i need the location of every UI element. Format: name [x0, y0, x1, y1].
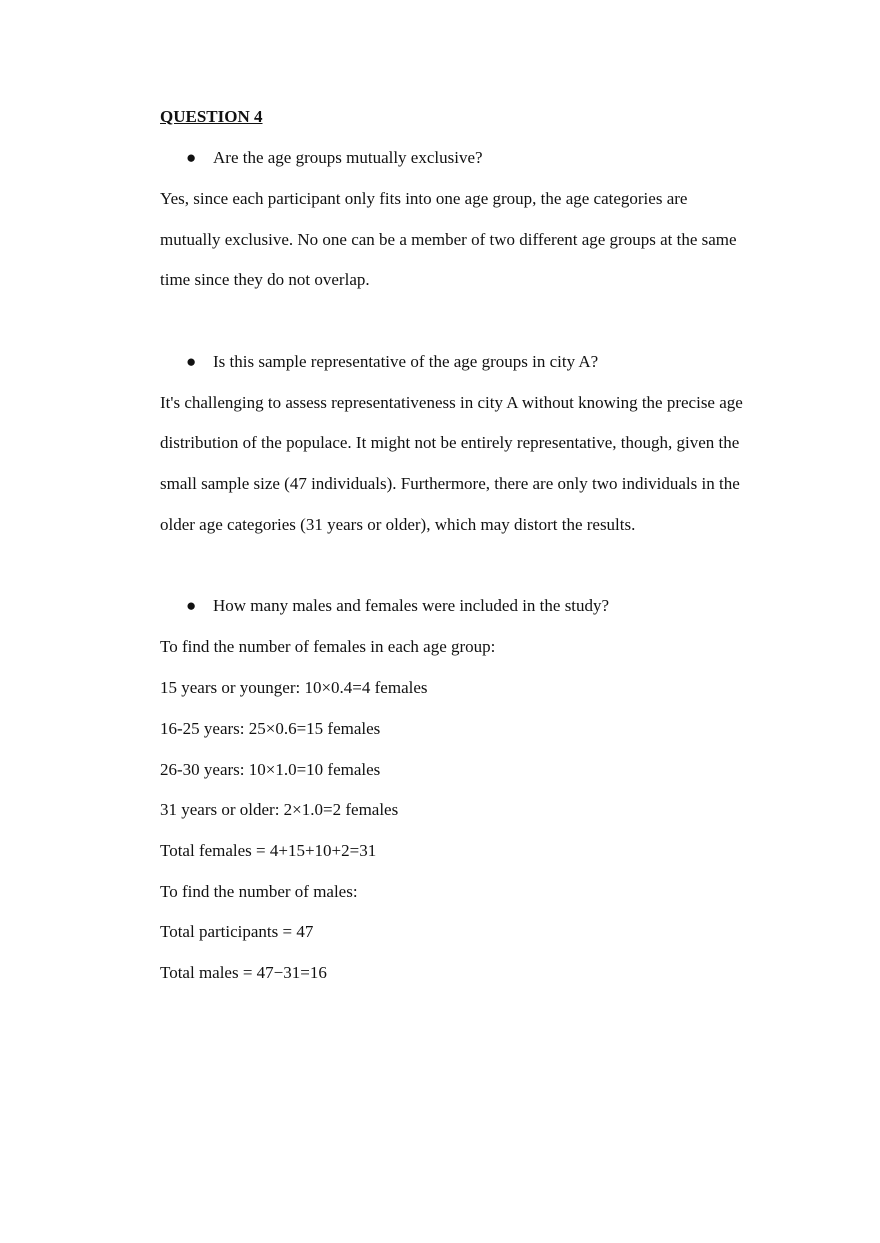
question-text: Are the age groups mutually exclusive? [213, 148, 483, 167]
bullet-question-1 [186, 148, 483, 168]
answer-line: 31 years or older: 2×1.0=2 females [160, 800, 399, 819]
question-text: How many males and females were included in the study? [213, 596, 610, 615]
page-heading: QUESTION 4 [160, 107, 263, 126]
answer-line: older age categories (31 years or older), which may distort the results. [160, 515, 636, 534]
answer-line: mutually exclusive. No one can be a member of two different age groups at the same [160, 230, 737, 249]
answer-line: Yes, since each participant only fits into one age group, the age categories are [160, 189, 688, 208]
bullet-icon: ● [186, 596, 197, 615]
answer-line: 26-30 years: 10×1.0=10 females [160, 760, 381, 779]
answer-line: Total participants = 47 [160, 922, 314, 941]
bullet-question-2 [186, 352, 598, 372]
question-text: Is this sample representative of the age groups in city A? [213, 352, 599, 371]
answer-line: Total females = 4+15+10+2=31 [160, 841, 377, 860]
answer-line: distribution of the populace. It might not be entirely representative, though, given the [160, 433, 740, 452]
answer-line: To find the number of females in each age group: [160, 637, 496, 656]
answer-line: time since they do not overlap. [160, 270, 370, 289]
answer-line: To find the number of males: [160, 882, 358, 901]
answer-line: 16-25 years: 25×0.6=15 females [160, 719, 381, 738]
answer-line: 15 years or younger: 10×0.4=4 females [160, 678, 428, 697]
answer-line: Total males = 47−31=16 [160, 963, 327, 982]
bullet-icon: ● [186, 352, 197, 371]
answer-line: It's challenging to assess representativeness in city A without knowing the precise age [160, 393, 743, 412]
bullet-question-3 [186, 596, 609, 616]
bullet-icon: ● [186, 148, 197, 167]
answer-line: small sample size (47 individuals). Furthermore, there are only two individuals in the [160, 474, 740, 493]
